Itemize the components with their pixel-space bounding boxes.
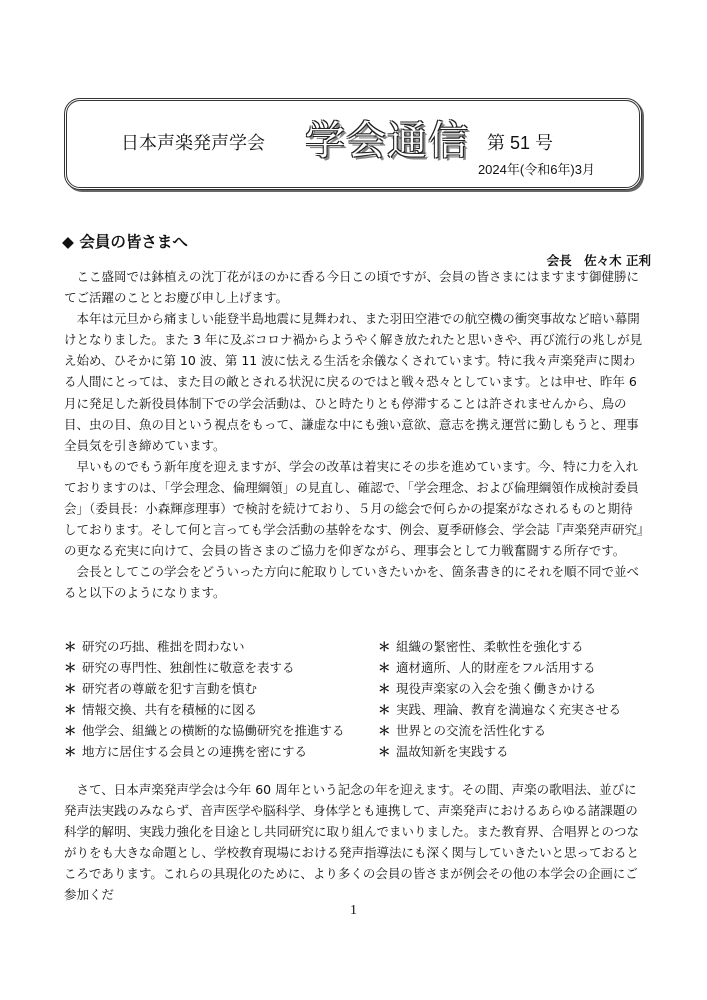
author-line: 会長 佐々木 正利: [546, 253, 651, 268]
newsletter-title: 学会通信: [305, 119, 469, 163]
asterisk-bullet-icon: ＊: [64, 660, 77, 675]
closing-body: [64, 779, 644, 906]
paragraph: さて、日本声楽発声学会は今年 60 周年という記念の年を迎えます。その間、声楽の歌唱法、並びに発声法実践のみならず、音声医学や脳科学、身体学とも連携して、声楽発声におけるあらゆる諸課題の科学的解明、実践力強化を目途とし共同研究に取り組んでまいりました。また教育界、合唱界とのつながりをも大きな命題とし、学校教育現場における発声指導法にも深く関与していきたいと思っておるところであります。これらの具現化のために、より多くの会員の皆さまが例会その他の本学会の企画にご参加くだ: [64, 782, 640, 903]
organization-name: 日本声楽発声学会: [121, 133, 265, 153]
list-item: ＊ 温故知新を実践する: [378, 741, 621, 762]
list-item: ＊ 実践、理論、教育を満遍なく充実させる: [378, 699, 621, 720]
asterisk-bullet-icon: ＊: [378, 702, 391, 717]
list-item: ＊ 他学会、組織との横断的な協働研究を推進する: [64, 720, 345, 741]
list-item: ＊ 情報交換、共有を積極的に図る: [64, 699, 345, 720]
asterisk-bullet-icon: ＊: [378, 660, 391, 675]
asterisk-bullet-icon: ＊: [64, 723, 77, 738]
list-item: ＊ 組織の緊密性、柔軟性を強化する: [378, 636, 621, 657]
paragraph: 会長としてこの学会をどういった方向に舵取りしていきたいかを、箇条書き的にそれを順不同で並べると以下のようになります。: [64, 564, 640, 601]
asterisk-bullet-icon: ＊: [378, 639, 391, 654]
list-item: ＊ 地方に居住する会員との連携を密にする: [64, 741, 345, 762]
page-number: 1: [350, 903, 357, 918]
asterisk-bullet-icon: ＊: [64, 744, 77, 759]
list-item: ＊ 研究の巧拙、稚拙を問わない: [64, 636, 345, 657]
issue-number: 第 51 号: [487, 133, 554, 153]
paragraph: 本年は元旦から痛ましい能登半島地震に見舞われ、また羽田空港での航空機の衝突事故など暗い幕開けとなりました。また 3 年に及ぶコロナ禍からようやく解き放たれたと思いきや、再び流行の兆しが見え始め、ひそかに第 10 波、第 11 波に怯える生活を余儀なくされています。特に我々声楽発声に関わる人間にとっては、また目の敵とされる状況に戻るのではと戦々恐々としています。とは申せ、昨年 6 月に発足した新役員体制下での学会活動は、ひと時たりとも停滞することは許されませんから、鳥の目、虫の目、魚の目という視点をもって、謙虚な中にも強い意欲、意志を携え運営に勤しもうと、理事全員気を引き締めています。: [64, 311, 643, 453]
paragraph: 早いものでもう新年度を迎えますが、学会の改革は着実にその歩を進めています。今、特に力を入れておりますのは、「学会理念、倫理綱領」の見直し、確認で、「学会理念、および倫理綱領作成検討委員会」（委員長：小森輝彦理事）で検討を続けており、５月の総会で何らかの提案がなされるものと期待しております。そして何と言っても学会活動の基幹をなす、例会、夏季研修会、学会誌『声楽発声研究』の更なる充実に向けて、会員の皆さまのご協力を仰ぎながら、理事会として力戦奮闘する所存です。: [64, 458, 644, 559]
paragraph: ここ盛岡では鉢植えの沈丁花がほのかに香る今日この頃ですが、会員の皆さまにはますます御健勝にてご活躍のこととお慶び申し上げます。: [64, 269, 640, 306]
issue-date: 2024年(令和6年)3月: [477, 162, 595, 177]
intro-body: [64, 266, 644, 604]
list-item: ＊ 適材適所、人的財産をフル活用する: [378, 657, 621, 678]
asterisk-bullet-icon: ＊: [378, 723, 391, 738]
policy-list-right: [378, 636, 621, 762]
asterisk-bullet-icon: ＊: [64, 681, 77, 696]
list-item: ＊ 研究の専門性、独創性に敬意を表する: [64, 657, 345, 678]
policy-list-left: [64, 636, 345, 762]
newsletter-title-box: [64, 98, 642, 190]
asterisk-bullet-icon: ＊: [64, 702, 77, 717]
list-item: ＊ 世界との交流を活性化する: [378, 720, 621, 741]
asterisk-bullet-icon: ＊: [378, 744, 391, 759]
asterisk-bullet-icon: ＊: [64, 639, 77, 654]
section-heading: ◆ 会員の皆さまへ: [62, 233, 188, 251]
list-item: ＊ 研究者の尊厳を犯す言動を慎む: [64, 678, 345, 699]
asterisk-bullet-icon: ＊: [378, 681, 391, 696]
list-item: ＊ 現役声楽家の入会を強く働きかける: [378, 678, 621, 699]
